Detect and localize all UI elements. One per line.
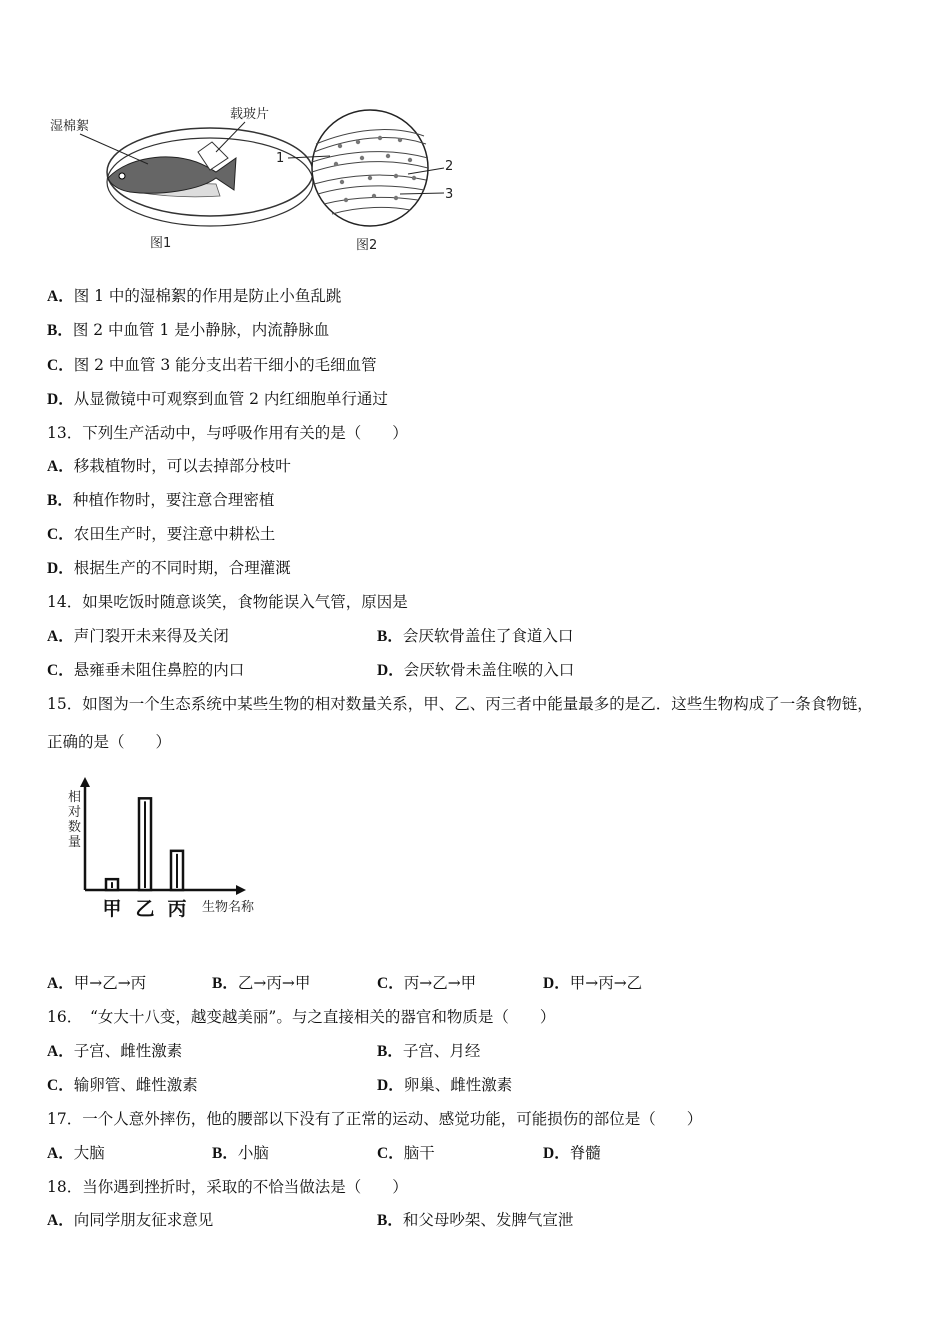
q13-option-c: C．农田生产时，要注意中耕松土 xyxy=(47,525,276,543)
q12-option-c: C．图 2 中血管 3 能分支出若干细小的毛细血管 xyxy=(47,356,377,374)
chart-y-axis-arrow xyxy=(80,777,90,787)
fig2-caption: 图2 xyxy=(356,238,378,253)
chart-x-axis-arrow xyxy=(236,885,246,895)
q15-bar-chart xyxy=(60,775,290,925)
q14-option-b: B．会厌软骨盖住了食道入口 xyxy=(377,627,574,645)
q16-stem: 16． “女大十八变，越变越美丽”。与之直接相关的器官和物质是（ ） xyxy=(47,1008,556,1026)
q18-stem: 18．当你遇到挫折时，采取的不恰当做法是（ ） xyxy=(47,1178,408,1196)
q17-option-c: C．脑干 xyxy=(377,1144,435,1162)
q16-option-a: A．子宫、雌性激素 xyxy=(47,1042,183,1060)
q17-option-d: D．脊髓 xyxy=(543,1144,601,1162)
q15-stem-line2: 正确的是（ ） xyxy=(47,733,172,751)
q17-stem: 17．一个人意外摔伤，他的腰部以下没有了正常的运动、感觉功能，可能损伤的部位是（ ） xyxy=(47,1110,703,1128)
q14-option-d: D．会厌软骨未盖住喉的入口 xyxy=(377,661,575,679)
q13-option-d: D．根据生产的不同时期，合理灌溉 xyxy=(47,559,291,577)
q13-option-b: B．种植作物时，要注意合理密植 xyxy=(47,491,275,509)
q17-option-a: A．大脑 xyxy=(47,1144,105,1162)
fig2-marker-2: 2 xyxy=(445,159,454,174)
chart-y-label: 相对数量 xyxy=(68,790,82,850)
q18-option-a: A．向同学朋友征求意见 xyxy=(47,1211,214,1229)
q14-option-c: C．悬雍垂未阻住鼻腔的内口 xyxy=(47,661,245,679)
chart-category-label-2: 乙 xyxy=(135,898,155,920)
q15-stem-line1: 15．如图为一个生态系统中某些生物的相对数量关系，甲、乙、丙三者中能量最多的是乙．这些生物构成了一条食物链， xyxy=(47,695,873,713)
chart-category-label-1: 甲 xyxy=(102,898,122,920)
q16-option-c: C．输卵管、雌性激素 xyxy=(47,1076,198,1094)
q15-option-c: C．丙→乙→甲 xyxy=(377,974,477,992)
q14-stem: 14．如果吃饭时随意谈笑，食物能误入气管，原因是 xyxy=(47,593,408,611)
q12-option-d: D．从显微镜中可观察到血管 2 内红细胞单行通过 xyxy=(47,390,388,408)
q18-option-b: B．和父母吵架、发脾气宣泄 xyxy=(377,1211,574,1229)
q15-option-d: D．甲→丙→乙 xyxy=(543,974,643,992)
fig2-microscope-view xyxy=(312,110,428,226)
q14-option-a: A．声门裂开未来得及关闭 xyxy=(47,627,229,645)
q13-stem: 13．下列生产活动中，与呼吸作用有关的是（ ） xyxy=(47,424,408,442)
fig2-marker-1: 1 xyxy=(276,151,285,166)
fig1-label-slide: 载玻片 xyxy=(230,107,270,122)
chart-x-label: 生物名称 xyxy=(202,900,255,915)
q13-option-a: A．移栽植物时，可以去掉部分枝叶 xyxy=(47,457,291,475)
q16-option-b: B．子宫、月经 xyxy=(377,1042,481,1060)
q15-option-b: B．乙→丙→甲 xyxy=(212,974,311,992)
figure-fish-and-microscope xyxy=(40,100,470,260)
fig1-caption: 图1 xyxy=(150,236,172,251)
q16-option-d: D．卵巢、雌性激素 xyxy=(377,1076,513,1094)
q12-option-b: B．图 2 中血管 1 是小静脉，内流静脉血 xyxy=(47,321,330,339)
fig2-marker-3: 3 xyxy=(445,187,454,202)
chart-category-label-3: 丙 xyxy=(167,898,187,920)
q12-option-a: A．图 1 中的湿棉絮的作用是防止小鱼乱跳 xyxy=(47,287,342,305)
q17-option-b: B．小脑 xyxy=(212,1144,269,1162)
fig1-label-cotton: 湿棉絮 xyxy=(50,119,90,134)
q15-option-a: A．甲→乙→丙 xyxy=(47,974,147,992)
